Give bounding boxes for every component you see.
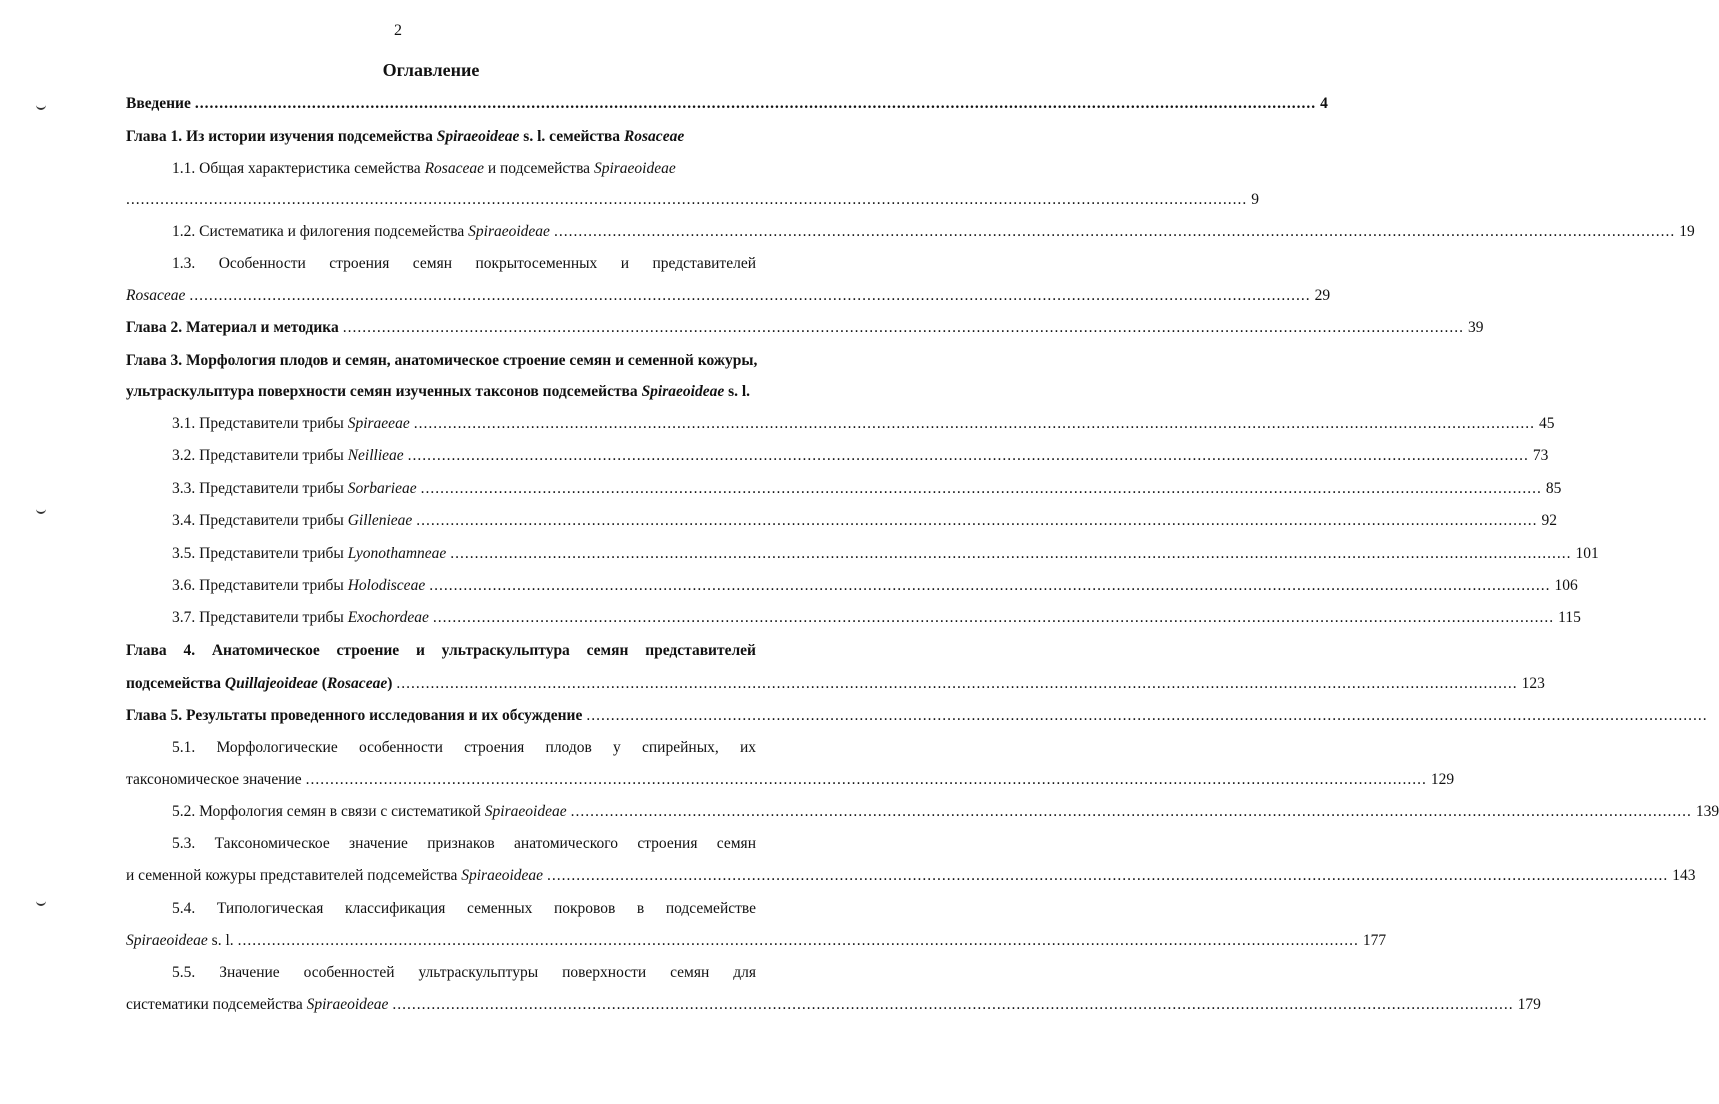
toc-entry-3-5[interactable]: 3.5. Представители трибы Lyonothamneae ...................................................................................................................................................................................................................................... 101 (172, 545, 1599, 562)
toc-entry-chapter-5[interactable]: Глава 5. Результаты проведенного исследования и их обсуждение ...................................................................................................................................................................................................................................... (126, 707, 1708, 724)
toc-entry-introduction[interactable]: Введение ...................................................................................................................................................................................................................................... 4 (126, 95, 1328, 112)
toc-entry-3-3[interactable]: 3.3. Представители трибы Sorbarieae ...................................................................................................................................................................................................................................... 85 (172, 480, 1562, 497)
page-number: 2 (394, 22, 402, 39)
toc-entry-chapter-1[interactable]: Глава 1. Из истории изучения подсемейства Spiraeoideae s. l. семейства Rosaceae (126, 128, 685, 145)
toc-entry-chapter-4[interactable]: Глава 4. Анатомическое строение и ультраскульптура семян представителей (126, 642, 756, 659)
toc-entry-3-7[interactable]: 3.7. Представители трибы Exochordeae ...................................................................................................................................................................................................................................... 115 (172, 609, 1581, 626)
toc-entry-5-3[interactable]: 5.3. Таксономическое значение признаков анатомического строения семян (172, 835, 756, 852)
toc-entry-3-4[interactable]: 3.4. Представители трибы Gillenieae ...................................................................................................................................................................................................................................... 92 (172, 512, 1558, 529)
toc-entry-1-3-cont[interactable]: Rosaceae ...................................................................................................................................................................................................................................... 29 (126, 287, 1331, 304)
toc-entry-3-2[interactable]: 3.2. Представители трибы Neillieae ...................................................................................................................................................................................................................................... 73 (172, 447, 1549, 464)
toc-entry-chapter-2[interactable]: Глава 2. Материал и методика ...................................................................................................................................................................................................................................... 39 (126, 319, 1484, 336)
toc-entry-chapter-3[interactable]: Глава 3. Морфология плодов и семян, анатомическое строение семян и семенной кожуры, (126, 352, 758, 369)
toc-entry-5-1-cont[interactable]: таксономическое значение ...................................................................................................................................................................................................................................... 129 (126, 771, 1455, 788)
page-title: Оглавление (382, 60, 480, 80)
toc-entry-5-5[interactable]: 5.5. Значение особенностей ультраскульптуры поверхности семян для (172, 964, 756, 981)
toc-entry-1-2[interactable]: 1.2. Систематика и филогения подсемейства Spiraeoideae ...................................................................................................................................................................................................................................... 19 (172, 223, 1695, 240)
scan-mark (36, 508, 46, 514)
toc-entry-5-1[interactable]: 5.1. Морфологические особенности строения плодов у спирейных, их (172, 739, 756, 756)
scan-mark (36, 104, 46, 110)
toc-entry-5-4-cont[interactable]: Spiraeoideae s. l. ...................................................................................................................................................................................................................................... 177 (126, 932, 1387, 949)
toc-entry-3-1[interactable]: 3.1. Представители трибы Spiraeeae ...................................................................................................................................................................................................................................... 45 (172, 415, 1555, 432)
scan-mark (36, 900, 46, 906)
toc-entry-5-5-cont[interactable]: систематики подсемейства Spiraeoideae ...................................................................................................................................................................................................................................... 179 (126, 996, 1541, 1013)
toc-entry-1-1-cont[interactable]: ...................................................................................................................................................................................................................................... 9 (126, 191, 1259, 208)
toc-entry-1-1[interactable]: 1.1. Общая характеристика семейства Rosaceae и подсемейства Spiraeoideae (172, 160, 676, 177)
toc-entry-5-2[interactable]: 5.2. Морфология семян в связи с систематикой Spiraeoideae ...................................................................................................................................................................................................................................... 139 (172, 803, 1719, 820)
toc-entry-1-3[interactable]: 1.3. Особенности строения семян покрытосеменных и представителей (172, 255, 756, 272)
toc-entry-5-3-cont[interactable]: и семенной кожуры представителей подсемейства Spiraeoideae ...................................................................................................................................................................................................................................... 143 (126, 867, 1696, 884)
toc-entry-5-4[interactable]: 5.4. Типологическая классификация семенных покровов в подсемействе (172, 900, 756, 917)
toc-entry-3-6[interactable]: 3.6. Представители трибы Holodisceae ...................................................................................................................................................................................................................................... 106 (172, 577, 1578, 594)
toc-entry-chapter-4-cont[interactable]: подсемейства Quillajeoideae (Rosaceae) ...................................................................................................................................................................................................................................... 123 (126, 675, 1545, 692)
toc-entry-chapter-3-cont[interactable]: ультраскульптура поверхности семян изученных таксонов подсемейства Spiraeoideae s. l. (126, 383, 751, 400)
